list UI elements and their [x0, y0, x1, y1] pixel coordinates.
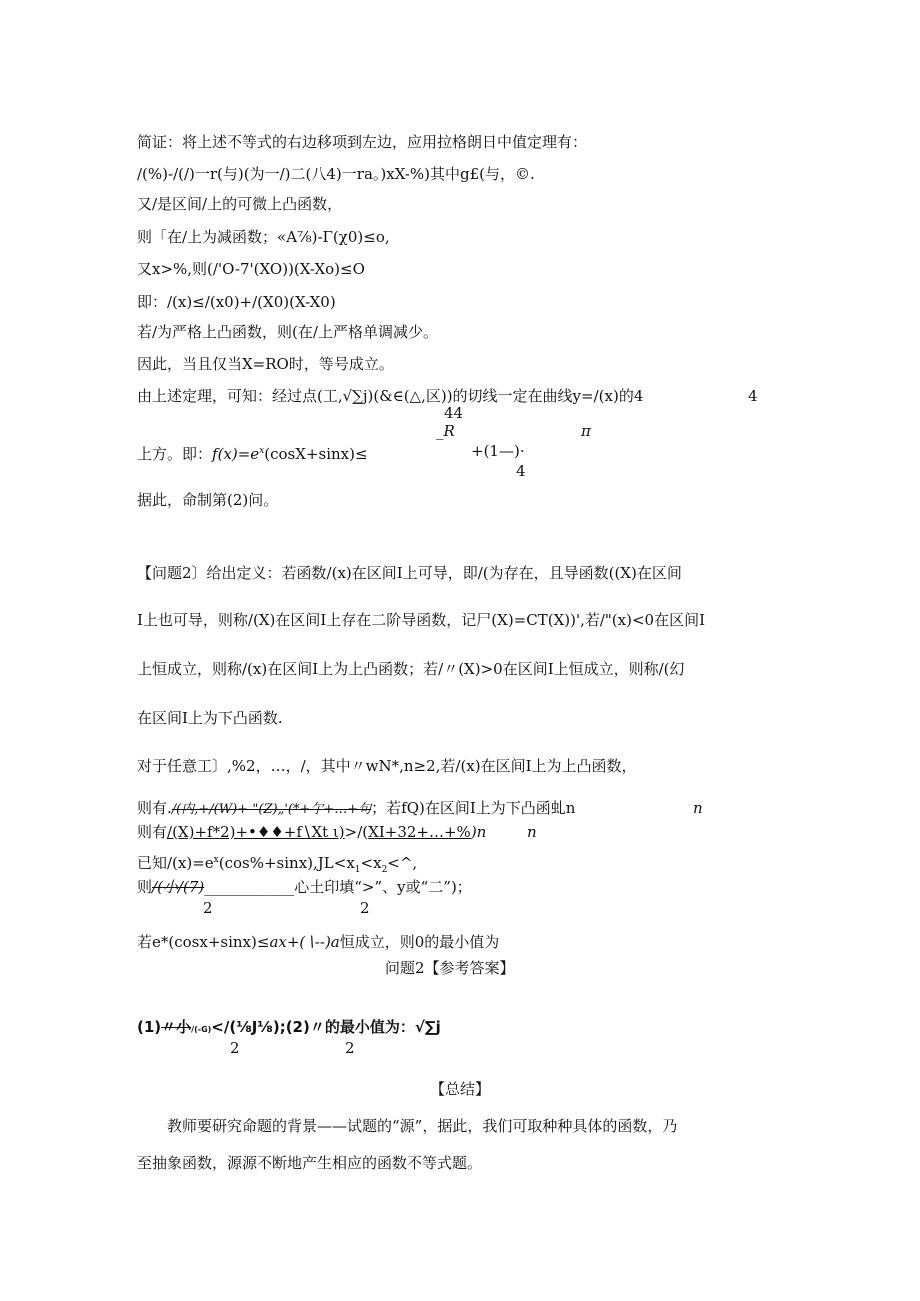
proof-line-11-cont: (cosX+sinx)≤	[264, 445, 368, 463]
problem2-line-4: 在区间I上为下凸函数.	[137, 709, 283, 727]
proof-line-8: 因此，当且仅当X=RO时，等号成立。	[137, 355, 394, 373]
p7-n: n	[527, 823, 537, 841]
summary-line-2: 至抽象函数，源源不断地产生相应的函数不等式题。	[137, 1154, 483, 1172]
proof-line-11-formula: f(x)=e	[212, 445, 260, 463]
proof-line-10-r: _R	[436, 422, 455, 440]
p9-sub-2: 2	[360, 899, 370, 917]
proof-line-1: 简证：将上述不等式的右边移项到左边，应用拉格朗日中值定理有：	[137, 133, 588, 151]
p6-lead: 则有.	[137, 799, 172, 817]
p9-tail: 心土印填“>”、y或“二”)；	[294, 878, 472, 896]
proof-line-11: 上方。即：$f(x)=e^x(\cos X+\sin x)\le$	[137, 445, 368, 463]
problem2-line-3: 上恒成立，则称/(x)在区间I上为上凸函数；若/〃(X)>0在区间I上恒成立，则称/(幻	[137, 660, 685, 678]
answer-rest: </(⅛J⅛);(2)〃的最小值为：√∑j	[211, 1018, 441, 1036]
answer-title: 问题2【参考答案】	[385, 959, 515, 977]
problem2-line-8: 已知$/(x)=e^x(\cos\%+\sin x),JL<x_1<x_2<\^{}$,	[137, 854, 418, 875]
p7-tail: )n	[470, 823, 487, 841]
p8-b: (cos%+sinx),JL<x	[218, 854, 355, 872]
answer-sub-2: 2	[345, 1039, 355, 1057]
answer-line	[137, 1017, 441, 1040]
problem2-line-9	[137, 877, 472, 897]
p7-numerator-1: /(X)+f*2)+•♦♦+f∖Xt ι)	[167, 823, 345, 841]
proof-line-11-lead: 上方。即：	[137, 445, 213, 463]
answer-sub-1: 2	[230, 1039, 240, 1057]
p6-tail: ；若fQ)在区间I上为下凸函虬n	[371, 799, 576, 817]
p6-n: n	[693, 799, 703, 817]
problem2-line-2: I上也可导，则称/(X)在区间I上存在二阶导函数，记尸(X)=CT(X))',若/"(x)<0在区间I	[137, 611, 706, 629]
proof-line-3: 又/是区间/上的可微上凸函数，	[137, 195, 343, 213]
proof-line-11-right: +(1—)·	[471, 442, 525, 460]
proof-line-11-sub: 4	[516, 462, 526, 480]
problem2-line-1: 【问题2〕给出定义：若函数/(x)在区间I上可导，即/(为存在，且导函数((X)在区间	[137, 564, 682, 582]
p10-lead: 若e*(cosx+sinx)≤	[137, 933, 270, 951]
problem2-line-7	[137, 822, 486, 842]
problem2-line-5: 对于任意工〕,%2，…，/，其中〃wN*,n≥2,若/(x)在区间I上为上凸函数，	[137, 757, 637, 775]
p9-struck: /(小/(7)	[152, 878, 205, 896]
summary-title: 【总结】	[429, 1080, 490, 1098]
p7-numerator-2: XI+32+…+%	[368, 823, 471, 841]
p7-lead: 则有	[137, 823, 168, 841]
p10-tail: 恒成立，则0的最小值为	[339, 933, 500, 951]
p9-sub-1: 2	[203, 899, 213, 917]
proof-line-9-tail: 4	[748, 387, 758, 405]
p9-blank: ____________	[204, 878, 295, 896]
p8-lead: 已知/(x)=e	[137, 854, 214, 872]
p8-d: <^,	[387, 854, 418, 872]
summary-line-1: 教师要研究命题的背景——试题的“源”，据此，我们可取种种具体的函数，乃	[167, 1117, 678, 1135]
proof-line-4: 则「在/上为减函数；«A⅞)-Γ(χ0)≤o,	[137, 228, 390, 246]
p8-c: <x	[360, 854, 382, 872]
answer-struck: 〃小	[161, 1018, 192, 1036]
p6-struck-formula: /(内,+/(W)+-"(Z)„'(*+亇+…+句	[171, 802, 372, 817]
proof-line-12: 据此，命制第(2)问。	[137, 491, 279, 509]
proof-line-5: 又x>%,则(/'O-7'(XO))(X-Xo)≤O	[137, 260, 365, 278]
p7-mid: >/(	[344, 823, 369, 841]
proof-line-9: 由上述定理，可知：经过点(工,√∑j)(&∈(△,区))的切线一定在曲线y=∕(x)的4	[137, 387, 644, 405]
proof-line-7: 若/为严格上凸函数，则(在/上严格单调减少。	[137, 323, 438, 341]
proof-line-6: 即：/(x)≤/(x0)+/(X0)(X-X0)	[137, 293, 336, 311]
problem2-line-6	[137, 798, 575, 820]
proof-line-2: /(%)-/(/)一r(与)(为一/)二(八4)一ra。)xX-%)其中g£(与，©.	[137, 165, 535, 183]
p9-lead: 则	[137, 878, 153, 896]
answer-small: /(-G)	[191, 1025, 212, 1034]
proof-line-10-pi: π	[581, 422, 591, 440]
problem2-line-10	[137, 932, 499, 952]
p10-formula: ax+(∖--)a	[269, 933, 340, 951]
answer-a1: (1)	[137, 1018, 162, 1036]
proof-line-9-sub: 44	[444, 404, 464, 422]
